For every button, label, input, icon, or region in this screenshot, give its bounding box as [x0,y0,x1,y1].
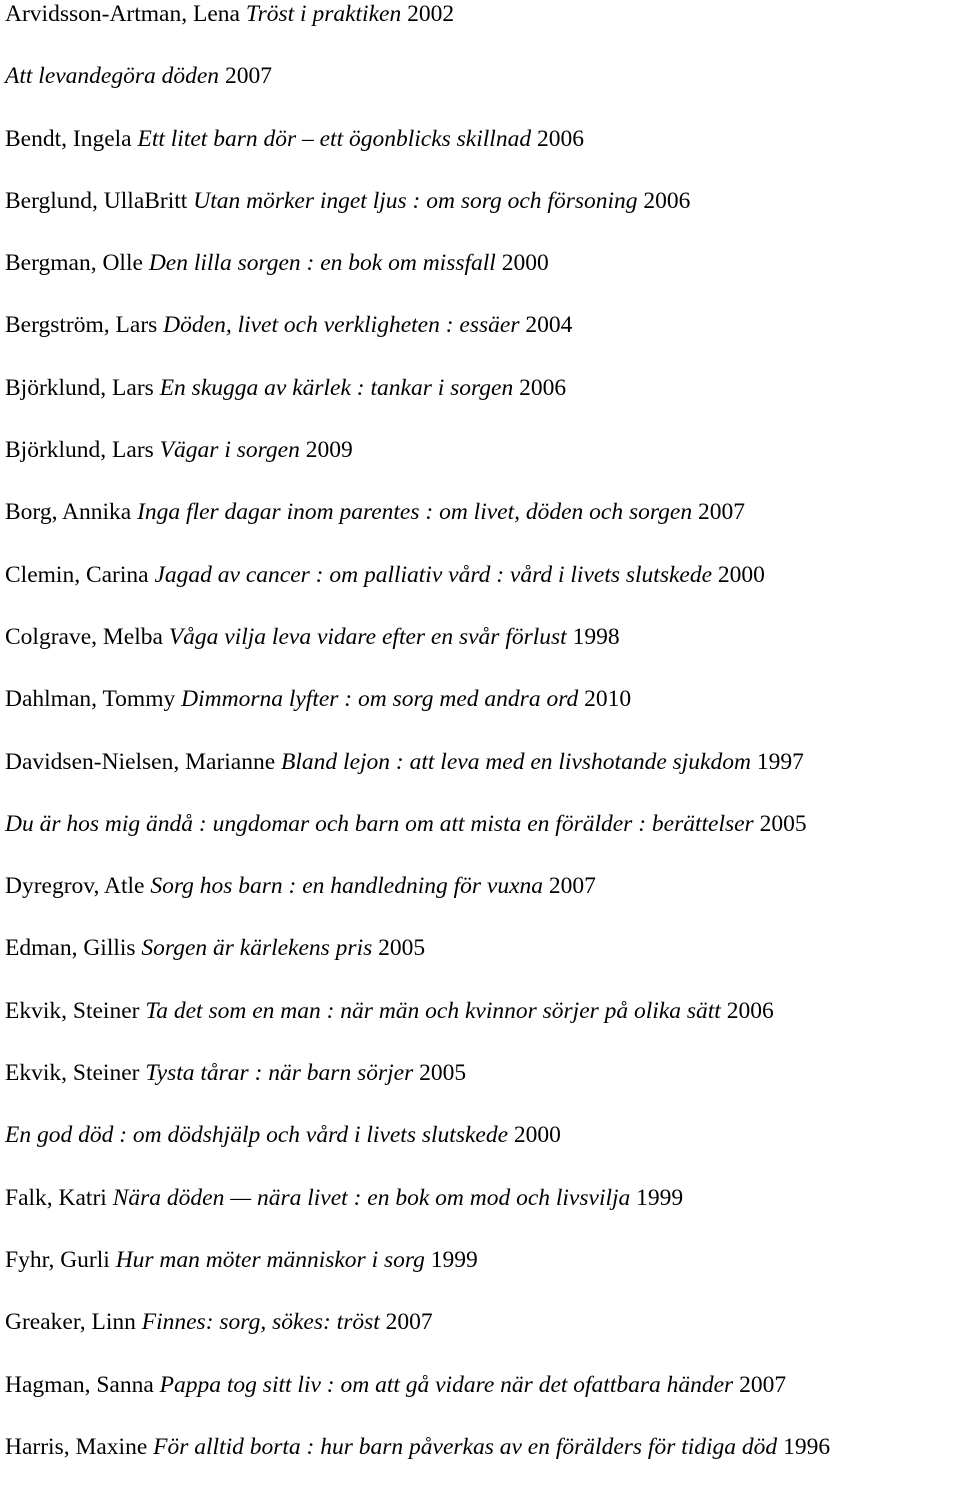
year: 2002 [407,1,455,27]
year: 1998 [572,623,620,650]
book-title: Jagad av cancer : om palliativ vård : vård i livets slutskede [154,561,713,588]
list-item [5,187,957,249]
list-item [5,872,957,934]
list-item [5,436,957,498]
author: Edman, Gillis [5,935,136,962]
book-title: Nära döden — nära livet : en bok om mod och livsvilja [112,1184,631,1211]
book-title: Utan mörker inget ljus : om sorg och försoning [193,187,638,214]
list-item [5,748,957,810]
list-item [5,997,957,1059]
author: Colgrave, Melba [5,623,163,650]
list-item [5,1308,957,1370]
author: Davidsen-Nielsen, Marianne [5,748,276,775]
list-item [5,561,957,623]
book-title: Hur man möter människor i sorg [115,1246,425,1273]
book-title: En god död : om dödshjälp och vård i livets slutskede [5,1122,509,1149]
author: Dyregrov, Atle [5,873,145,900]
list-item [5,1184,957,1246]
year: 2000 [513,1122,561,1149]
author: Dahlman, Tommy [5,686,176,713]
year: 2007 [224,63,272,90]
list-item [5,1121,957,1183]
list-item [5,685,957,747]
year: 2007 [548,873,596,900]
book-title: Vägar i sorgen [159,437,300,464]
year: 2007 [697,499,745,526]
book-title: Att levandegöra döden [5,63,220,90]
book-title: Ta det som en man : när män och kvinnor sörjer på olika sätt [145,997,721,1024]
author: Bergman, Olle [5,250,143,277]
year: 2006 [726,997,774,1024]
year: 2007 [385,1309,433,1336]
author: Borg, Annika [5,499,132,526]
year: 1999 [636,1184,684,1211]
year: 2007 [739,1371,787,1398]
list-item [5,623,957,685]
year: 2006 [536,125,584,152]
book-title: En skugga av kärlek : tankar i sorgen [159,374,514,401]
author: Björklund, Lars [5,374,154,401]
year: 2004 [525,312,573,339]
book-title: Döden, livet och verkligheten : essäer [163,312,520,339]
author: Ekvik, Steiner [5,1060,140,1087]
list-item [5,311,957,373]
year: 2005 [378,935,426,962]
list-item [5,934,957,996]
list-item [5,125,957,187]
list-item [5,1246,957,1308]
year: 2006 [643,187,691,214]
list-item [5,62,957,124]
year: 1999 [430,1246,478,1273]
book-title: Tysta tårar : när barn sörjer [145,1060,414,1087]
list-item [5,1371,957,1433]
book-title: För alltid borta : hur barn påverkas av en förälders för tidiga död [153,1433,778,1460]
book-title: Den lilla sorgen : en bok om missfall [148,250,496,277]
year: 2010 [584,686,632,713]
author: Falk, Katri [5,1184,107,1211]
author: Clemin, Carina [5,561,149,588]
book-title: Våga vilja leva vidare efter en svår förlust [168,623,567,650]
year: 2000 [717,561,765,588]
author: Greaker, Linn [5,1309,136,1336]
author: Harris, Maxine [5,1433,148,1460]
author: Fyhr, Gurli [5,1246,110,1273]
list-item [5,810,957,872]
list-item [5,1059,957,1121]
author: Ekvik, Steiner [5,997,140,1024]
book-title: Bland lejon : att leva med en livshotande sjukdom [281,748,751,775]
author: Hagman, Sanna [5,1371,154,1398]
list-item [5,249,957,311]
year: 2005 [419,1060,467,1087]
list-item [5,374,957,436]
year: 1997 [756,748,804,775]
book-title: Inga fler dagar inom parentes : om livet, döden och sorgen [137,499,693,526]
book-title: Pappa tog sitt liv : om att gå vidare när det ofattbara händer [159,1371,734,1398]
book-title: Sorg hos barn : en handledning för vuxna [150,873,544,900]
bibliography-list [5,0,957,1495]
year: 1996 [783,1433,831,1460]
list-item [5,0,957,62]
book-title: Sorgen är kärlekens pris [141,935,373,962]
list-item [5,498,957,560]
year: 2005 [759,810,807,837]
book-title: Du är hos mig ändå : ungdomar och barn om att mista en förälder : berättelser [5,810,754,837]
author: Arvidsson-Artman, Lena [5,1,240,27]
author: Bendt, Ingela [5,125,132,152]
author: Bergström, Lars [5,312,158,339]
year: 2009 [305,437,353,464]
book-title: Dimmorna lyfter : om sorg med andra ord [181,686,579,713]
author: Berglund, UllaBritt [5,187,188,214]
year: 2006 [519,374,567,401]
book-title: Tröst i praktiken [245,1,402,27]
book-title: Finnes: sorg, sökes: tröst [141,1309,380,1336]
book-title: Ett litet barn dör – ett ögonblicks skillnad [137,125,532,152]
author: Björklund, Lars [5,437,154,464]
year: 2000 [501,250,549,277]
